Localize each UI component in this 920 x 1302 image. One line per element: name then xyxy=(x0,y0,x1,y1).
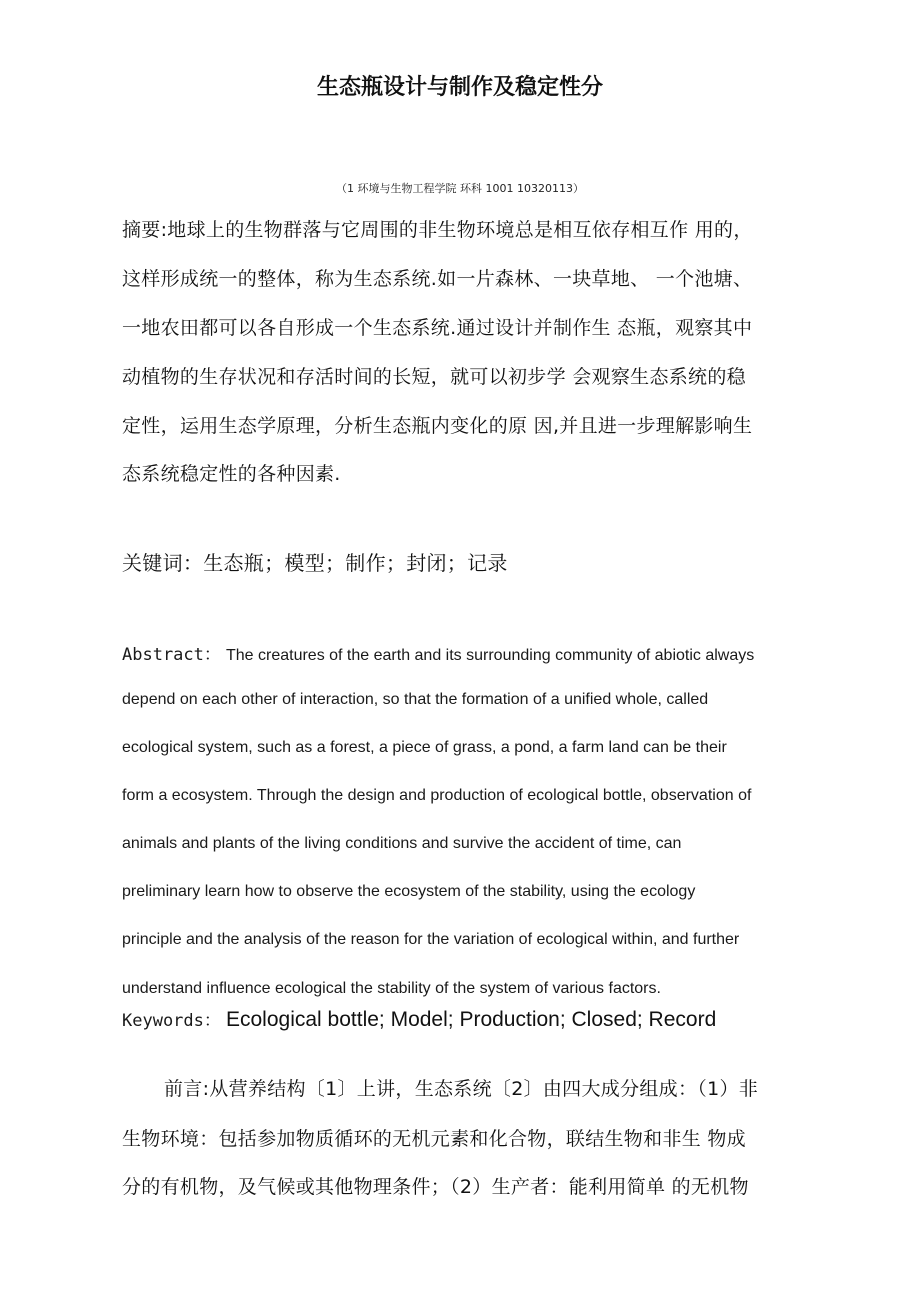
abstract-en-line: principle and the analysis of the reason for the variation of ecological within, and further xyxy=(122,931,740,948)
preface-line: 分的有机物，及气候或其他物理条件；（2）生产者：能利用简单 的无机物 xyxy=(122,1176,749,1198)
abstract-en-line: ecological system, such as a forest, a piece of grass, a pond, a farm land can be their xyxy=(122,739,727,756)
abstract-en-line: depend on each other of interaction, so that the formation of a unified whole, called xyxy=(122,691,709,708)
abstract-zh-line: 定性，运用生态学原理，分析生态瓶内变化的原 因,并且进一步理解影响生 xyxy=(122,415,753,437)
abstract-zh-line: 这样形成统一的整体，称为生态系统.如一片森林、一块草地、 一个池塘、 xyxy=(122,268,753,290)
abstract-zh-line: 态系统稳定性的各种因素. xyxy=(122,463,341,485)
abstract-zh-line: 一地农田都可以各自形成一个生态系统.通过设计并制作生 态瓶，观察其中 xyxy=(122,317,753,339)
abstract-en-line: The creatures of the earth and its surrounding community of abiotic always xyxy=(225,647,755,664)
keywords-en xyxy=(122,1006,716,1032)
keywords-zh: 关键词：生态瓶；模型；制作；封闭；记录 xyxy=(122,551,508,575)
abstract-en-line: form a ecosystem. Through the design and production of ecological bottle, observation of xyxy=(122,787,752,804)
abstract-zh-line: 摘要:地球上的生物群落与它周围的非生物环境总是相互依存相互作 用的， xyxy=(122,219,753,241)
keywords-en-label: Keywords： xyxy=(122,1011,221,1031)
abstract-en-line: animals and plants of the living conditions and survive the accident of time, can xyxy=(122,835,682,852)
author-affiliation: （1 环境与生物工程学院 环科 1001 10320113） xyxy=(336,182,584,195)
abstract-en-label: Abstract： xyxy=(122,645,221,665)
preface-line: 前言:从营养结构〔1〕上讲，生态系统〔2〕由四大成分组成：（1）非 xyxy=(164,1078,759,1100)
page-title: 生态瓶设计与制作及稳定性分 xyxy=(316,75,603,100)
abstract-en-first-line xyxy=(122,640,754,665)
abstract-zh-line: 动植物的生存状况和存活时间的长短，就可以初步学 会观察生态系统的稳 xyxy=(122,366,746,388)
abstract-en-line: preliminary learn how to observe the ecosystem of the stability, using the ecology xyxy=(122,883,696,900)
keywords-en-text: Ecological bottle; Model; Production; Closed; Record xyxy=(225,1008,717,1031)
abstract-en-line: understand influence ecological the stability of the system of various factors. xyxy=(122,980,661,997)
preface-line: 生物环境：包括参加物质循环的无机元素和化合物，联结生物和非生 物成 xyxy=(122,1128,746,1150)
